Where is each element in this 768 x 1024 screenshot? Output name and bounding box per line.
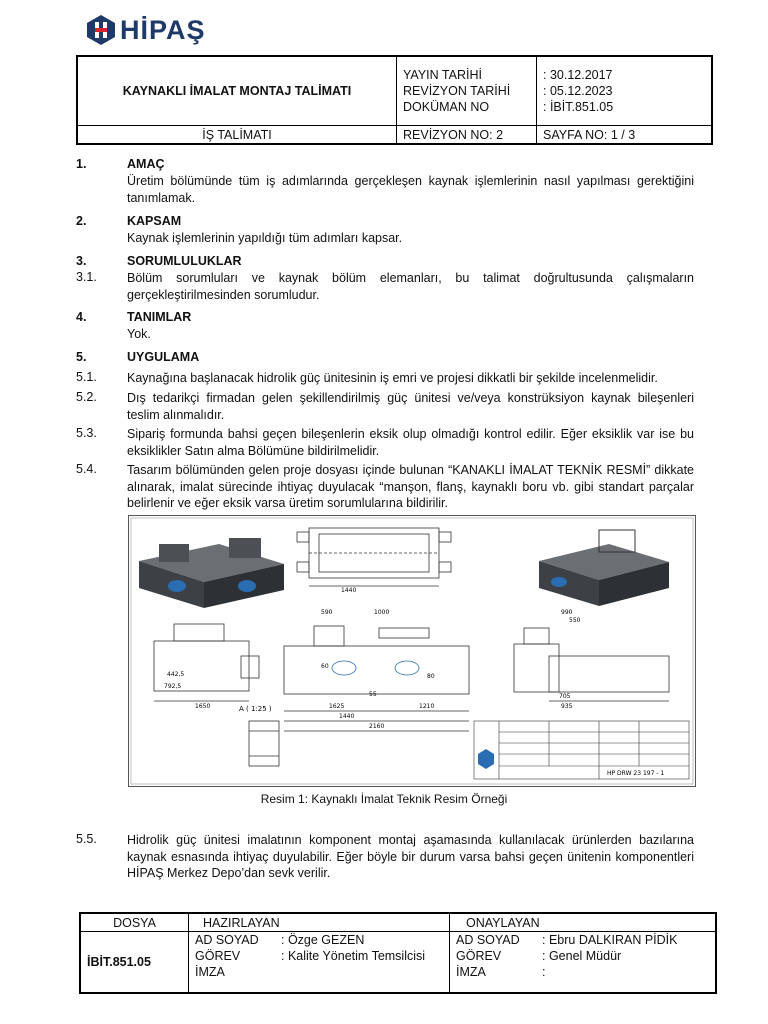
dimension-label: 1440 bbox=[341, 587, 357, 594]
label-document-no: DOKÜMAN NO bbox=[403, 100, 490, 114]
hazirlayan-role: : Kalite Yönetim Temsilcisi bbox=[281, 949, 426, 963]
hazirlayan-name: : Özge GEZEN bbox=[281, 933, 365, 947]
section-text-amac: Üretim bölümünde tüm iş adımlarında gerçekleşen kaynak işlemlerinin nasıl yapılması gerektiğini tanımlamak. bbox=[127, 174, 694, 205]
value-publish-date: : 30.12.2017 bbox=[543, 68, 613, 82]
section-view-label: A ( 1:25 ) bbox=[239, 705, 272, 713]
revision-number: REVİZYON NO: 2 bbox=[397, 126, 537, 145]
subsection-number: 5.1. bbox=[76, 370, 97, 384]
section-heading-amac: AMAÇ bbox=[127, 157, 165, 171]
section-heading-tanimlar: TANIMLAR bbox=[127, 310, 192, 324]
figure-caption: Resim 1: Kaynaklı İmalat Teknik Resim Örneği bbox=[260, 792, 508, 806]
section-number: 3. bbox=[76, 254, 87, 268]
section-heading-kapsam: KAPSAM bbox=[127, 214, 182, 228]
section-number: 5. bbox=[76, 350, 87, 364]
subsection-number: 5.5. bbox=[76, 832, 97, 846]
dimension-label: 590 bbox=[321, 609, 333, 616]
document-type: İŞ TALİMATI bbox=[77, 126, 397, 145]
footer-col-hazirlayan: HAZIRLAYAN bbox=[189, 913, 450, 932]
value-revision-date: : 05.12.2023 bbox=[543, 84, 613, 98]
dimension-label: 705 bbox=[559, 693, 571, 700]
footer-hazirlayan-details bbox=[189, 932, 450, 994]
subsection-text-5-2: Dış tedarikçi firmadan gelen şekillendirilmiş güç ünitesi ve/veya konstrüksiyon kaynak bileşenleri teslim alınmalıdır. bbox=[127, 391, 694, 422]
section-number: 4. bbox=[76, 310, 87, 324]
field-label-name: AD SOYAD bbox=[456, 933, 520, 947]
header-labels bbox=[397, 56, 537, 126]
label-revision-date: REVİZYON TARİHİ bbox=[403, 84, 511, 98]
dimension-label: 442,5 bbox=[167, 671, 185, 678]
dimension-label: 60 bbox=[321, 663, 329, 670]
subsection-number: 5.2. bbox=[76, 390, 97, 404]
dimension-label: 1650 bbox=[195, 703, 211, 710]
field-label-signature: İMZA bbox=[195, 965, 225, 979]
company-logo bbox=[86, 12, 206, 48]
dimension-label: 1625 bbox=[329, 703, 345, 710]
onaylayan-name: : Ebru DALKIRAN PİDİK bbox=[542, 933, 678, 947]
document-footer-table bbox=[79, 912, 717, 994]
section-text-kapsam: Kaynak işlemlerinin yapıldığı tüm adımları kapsar. bbox=[127, 231, 403, 245]
onaylayan-signature: : bbox=[542, 965, 546, 979]
dimension-label: 1210 bbox=[419, 703, 435, 710]
onaylayan-role: : Genel Müdür bbox=[542, 949, 622, 963]
field-label-signature: İMZA bbox=[456, 965, 486, 979]
dimension-label: 80 bbox=[427, 673, 435, 680]
dimension-label: 2160 bbox=[369, 723, 385, 730]
footer-col-onaylayan: ONAYLAYAN bbox=[450, 913, 717, 932]
section-number: 2. bbox=[76, 214, 87, 228]
page-number: SAYFA NO: 1 / 3 bbox=[537, 126, 713, 145]
header-values bbox=[537, 56, 713, 126]
footer-onaylayan-details bbox=[450, 932, 717, 994]
field-label-name: AD SOYAD bbox=[195, 933, 259, 947]
section-heading-sorumluluklar: SORUMLULUKLAR bbox=[127, 254, 242, 268]
subsection-number: 5.3. bbox=[76, 426, 97, 440]
subsection-text-3-1: Bölüm sorumluları ve kaynak bölüm elemanları, bu talimat doğrultusunda çalışmaların gerçekleştirilmesinden sorumludur. bbox=[127, 271, 694, 302]
subsection-text-5-5: Hidrolik güç ünitesi imalatının komponent montaj aşamasında kullanılacak ürünlerden bazılarına kaynak esnasında ihtiyaç duyulabilir. Eğer böyle bir durum varsa bahsi geçen ünitenin komponentleri HİPAŞ Merkez Depo’dan sevk verilir. bbox=[127, 833, 694, 880]
document-title: KAYNAKLI İMALAT MONTAJ TALİMATI bbox=[77, 56, 397, 126]
subsection-text-5-4: Tasarım bölümünden gelen proje dosyası içinde bulunan “KANAKLI İMALAT TEKNİK RESMİ” dikkate alınarak, imalat sürecinde ihtiyaç duyulacak “manşon, flanş, kaynaklı boru vb. gibi standart parçalar belirlenir ve eğer eksik varsa üretim sorumlularına bildirilir. bbox=[127, 463, 694, 510]
field-label-role: GÖREV bbox=[195, 949, 241, 963]
dimension-label: 1440 bbox=[339, 713, 355, 720]
section-number: 1. bbox=[76, 157, 87, 171]
label-publish-date: YAYIN TARİHİ bbox=[403, 68, 482, 82]
dimension-label: 990 bbox=[561, 609, 573, 616]
section-text-tanimlar: Yok. bbox=[127, 327, 151, 341]
subsection-text-5-1: Kaynağına başlanacak hidrolik güç ünitesinin iş emri ve projesi dikkatli bir şekilde incelenmelidir. bbox=[127, 371, 658, 385]
technical-drawing-figure bbox=[128, 515, 696, 787]
value-document-no: : İBİT.851.05 bbox=[543, 100, 614, 114]
field-label-role: GÖREV bbox=[456, 949, 502, 963]
section-heading-uygulama: UYGULAMA bbox=[127, 350, 200, 364]
dimension-label: 792,5 bbox=[164, 683, 182, 690]
hazirlayan-signature bbox=[281, 964, 443, 980]
subsection-number: 3.1. bbox=[76, 270, 97, 284]
subsection-text-5-3: Sipariş formunda bahsi geçen bileşenlerin eksik olup olmadığı kontrol edilir. Eğer eksiklik var ise bu eksiklikler Satın alma Bölümüne bildirilmelidir. bbox=[127, 427, 694, 458]
technical-drawing bbox=[129, 516, 695, 786]
dimension-label: 550 bbox=[569, 617, 581, 624]
drawing-number: HP DRW 23 197 - 1 bbox=[607, 770, 665, 777]
subsection-number: 5.4. bbox=[76, 462, 97, 476]
footer-dosya-code: İBİT.851.05 bbox=[80, 932, 189, 994]
dimension-label: 1000 bbox=[374, 609, 390, 616]
dimension-label: 55 bbox=[369, 691, 377, 698]
footer-col-dosya: DOSYA bbox=[80, 913, 189, 932]
dimension-label: 935 bbox=[561, 703, 573, 710]
logo-text: HİPAŞ bbox=[120, 14, 206, 45]
document-header-table bbox=[76, 55, 713, 145]
hipas-logo-icon bbox=[86, 14, 116, 46]
